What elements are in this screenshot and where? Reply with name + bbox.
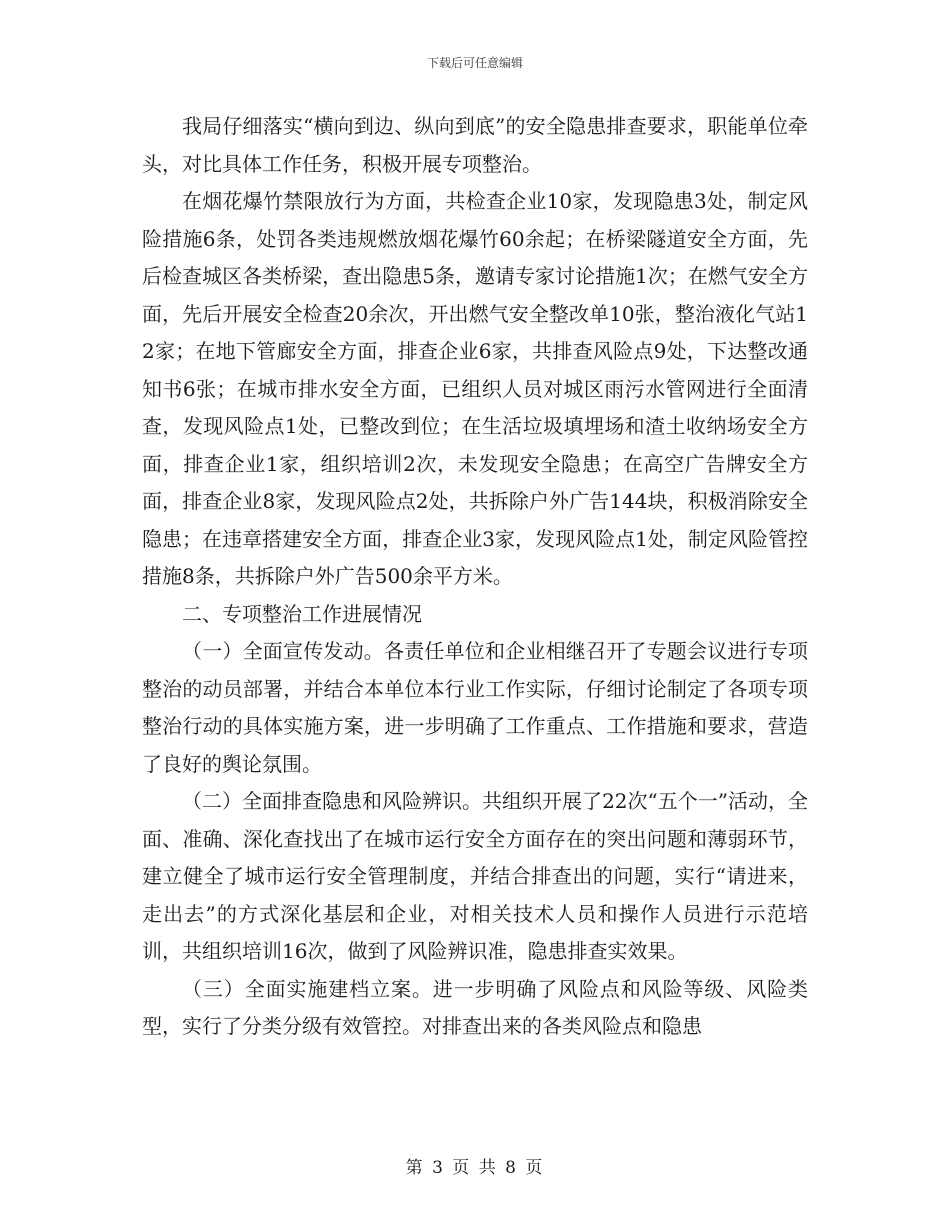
page-number: 第 3 页 共 8 页 (405, 1158, 545, 1178)
section-heading-progress: 二、专项整治工作进展情况 (182, 601, 422, 626)
paragraph-hazard-investigation: （二）全面排查隐患和风险辨识。共组织开展了22次“五个一”活动，全面、准确、深化查找出了在城市运行安全方面存在的突出问题和薄弱环节，建立健全了城市运行安全管理制度，并结合排查出的问题，实行“请进来，走出去”的方式深化基层和企业，对相关技术人员和操作人员进行示范培训，共组织培训16次，做到了风险辨识准，隐患排查实效果。 (142, 789, 808, 963)
page-footer (0, 1153, 950, 1178)
paragraph-intro: 我局仔细落实“横向到边、纵向到底”的安全隐患排查要求，职能单位牵头，对比具体工作任务，积极开展专项整治。 (142, 114, 808, 176)
document-body (142, 108, 808, 1046)
paragraph-archiving-filing: （三）全面实施建档立案。进一步明确了风险点和风险等级、风险类型，实行了分类分级有效管控。对排查出来的各类风险点和隐患 (142, 976, 808, 1038)
paragraph-publicity-mobilization: （一）全面宣传发动。各责任单位和企业相继召开了专题会议进行专项整治的动员部署，并结合本单位本行业工作实际，仔细讨论制定了各项专项整治行动的具体实施方案，进一步明确了工作重点、工作措施和要求，营造了良好的舆论氛围。 (142, 639, 808, 776)
page-header (0, 54, 950, 71)
paragraph-special-rectification-details: 在烟花爆竹禁限放行为方面，共检查企业10家，发现隐患3处，制定风险措施6条，处罚各类违规燃放烟花爆竹60余起；在桥梁隧道安全方面，先后检查城区各类桥梁，查出隐患5条，邀请专家讨论措施1次；在燃气安全方面，先后开展安全检查20余次，开出燃气安全整改单10张，整治液化气站12家；在地下管廊安全方面，排查企业6家，共排查风险点9处，下达整改通知书6张；在城市排水安全方面，已组织人员对城区雨污水管网进行全面清查，发现风险点1处，已整改到位；在生活垃圾填埋场和渣土收纳场安全方面，排查企业1家，组织培训2次，未发现安全隐患；在高空广告牌安全方面，排查企业8家，发现风险点2处，共拆除户外广告144块，积极消除安全隐患；在违章搭建安全方面，排查企业3家，发现风险点1处，制定风险管控措施8条，共拆除户外广告500余平方米。 (142, 189, 808, 588)
header-note: 下载后可任意编辑 (426, 56, 523, 70)
